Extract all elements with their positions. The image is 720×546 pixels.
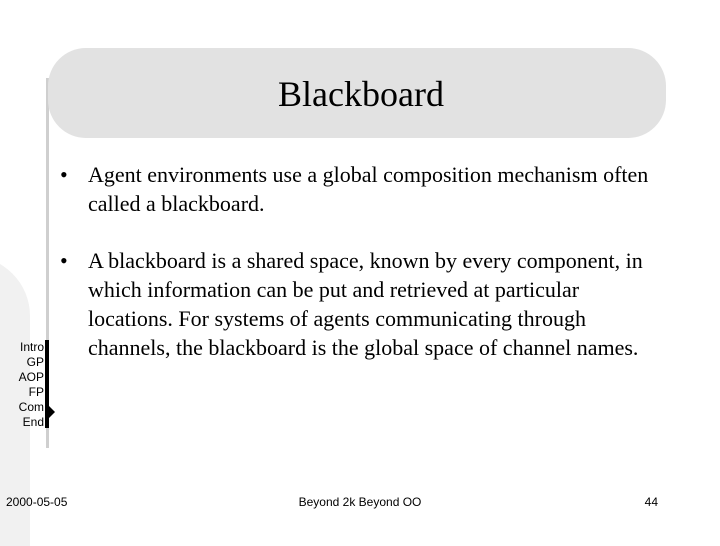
footer-date: 2000-05-05 (6, 495, 68, 509)
bullet-text: Agent environments use a global composition mechanism often called a blackboard. (88, 162, 649, 216)
nav-item-gp[interactable]: GP (26, 355, 44, 369)
section-nav (0, 340, 44, 430)
bullet-item (60, 160, 660, 218)
nav-item-aop[interactable]: AOP (18, 370, 44, 384)
bullet-marker: • (60, 162, 68, 187)
bullet-marker: • (60, 248, 68, 273)
bullet-text: A blackboard is a shared space, known by every component, in which information can be put and retrieved at particular locations. For systems of agents communicating through channels, the blackboard is the global space of channel names. (88, 248, 643, 360)
nav-item-intro[interactable]: Intro (19, 340, 44, 354)
footer-title: Beyond 2k Beyond OO (298, 495, 422, 509)
slide-title: Blackboard (278, 74, 444, 114)
nav-item-fp[interactable]: FP (28, 385, 44, 399)
bullet-list (60, 160, 660, 390)
nav-item-com[interactable]: Com (18, 400, 44, 414)
page-number: 44 (644, 495, 658, 509)
current-section-arrow-icon (49, 406, 55, 418)
bullet-item (60, 246, 660, 362)
nav-item-end[interactable]: End (22, 415, 44, 429)
